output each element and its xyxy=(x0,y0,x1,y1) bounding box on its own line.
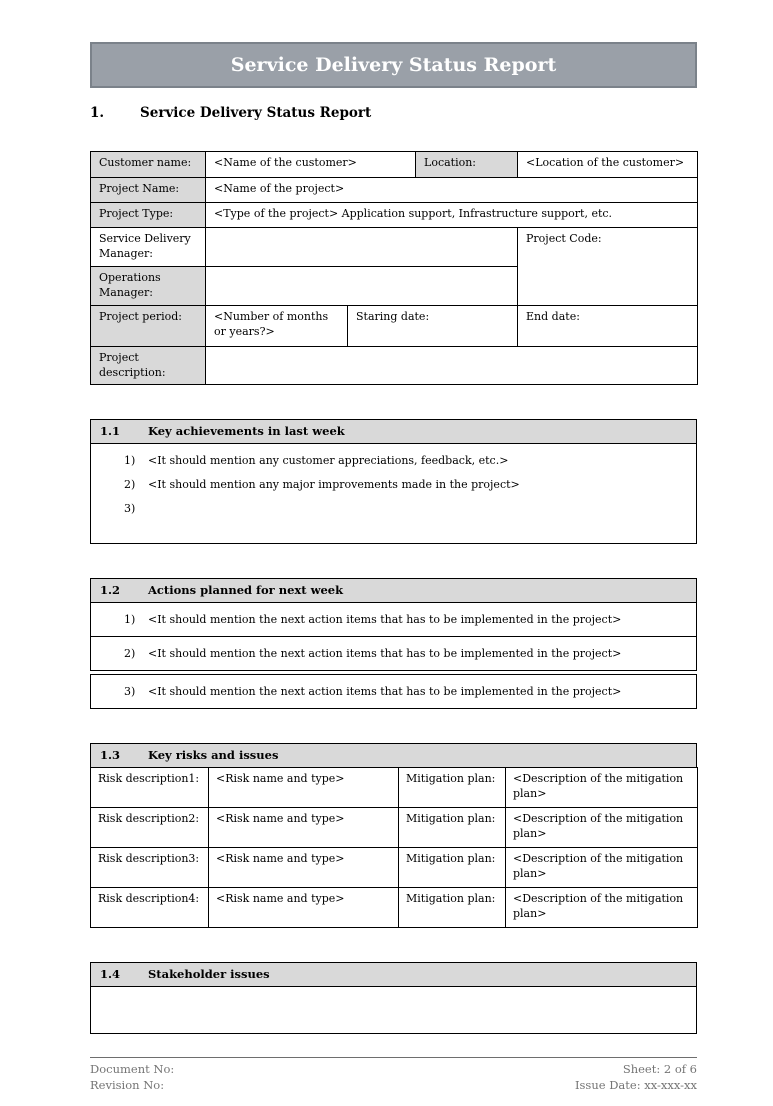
table-row xyxy=(91,848,698,888)
sheet-label: Sheet: 2 of 6 xyxy=(622,1062,697,1076)
heading-title: Service Delivery Status Report xyxy=(140,105,372,121)
action-text[interactable]: <It should mention the next action items that has to be implemented in the project> xyxy=(148,613,622,626)
list-item-text[interactable]: <It should mention any major improvements made in the project> xyxy=(148,478,520,491)
section-1-4-number: 1.4 xyxy=(100,967,121,981)
section-1-2 xyxy=(90,578,697,709)
project-name-value[interactable]: <Name of the project> xyxy=(206,178,698,203)
section-heading-1 xyxy=(90,104,697,122)
project-period-value[interactable]: <Number of months or years?> xyxy=(206,306,348,347)
section-1-1-header xyxy=(90,419,697,444)
project-description-label: Project description: xyxy=(91,347,206,385)
action-row xyxy=(90,674,697,709)
risk-label: Risk description3: xyxy=(91,848,209,888)
mitigation-value[interactable]: <Description of the mitigation plan> xyxy=(506,768,698,808)
list-item-marker: 3) xyxy=(124,685,136,698)
footer-right xyxy=(575,1061,697,1093)
section-1-1 xyxy=(90,419,697,544)
operations-manager-label: Operations Manager: xyxy=(91,267,206,306)
section-1-3-header xyxy=(90,743,697,768)
risk-table xyxy=(90,767,698,928)
issue-date-label: Issue Date: xx-xxx-xx xyxy=(574,1078,697,1092)
mitigation-label: Mitigation plan: xyxy=(399,848,506,888)
list-item-text[interactable]: <It should mention any customer appreciations, feedback, etc.> xyxy=(148,454,509,467)
list-item xyxy=(91,477,696,492)
table-row xyxy=(91,808,698,848)
section-1-3-title: Key risks and issues xyxy=(148,748,279,762)
list-item-marker: 2) xyxy=(124,478,136,491)
risk-label: Risk description1: xyxy=(91,768,209,808)
section-1-1-body[interactable] xyxy=(90,444,697,544)
end-date-cell[interactable]: End date: xyxy=(518,306,698,347)
section-1-2-header xyxy=(90,578,697,603)
project-description-value[interactable] xyxy=(206,347,698,385)
project-info-table xyxy=(90,151,698,385)
project-code-cell[interactable]: Project Code: xyxy=(518,228,698,306)
mitigation-label: Mitigation plan: xyxy=(399,808,506,848)
report-title-banner xyxy=(90,42,697,88)
list-item-marker: 3) xyxy=(124,502,136,515)
mitigation-label: Mitigation plan: xyxy=(399,768,506,808)
list-item-marker: 1) xyxy=(124,613,136,626)
document-no-label: Document No: xyxy=(90,1062,175,1076)
mitigation-value[interactable]: <Description of the mitigation plan> xyxy=(506,888,698,928)
mitigation-label: Mitigation plan: xyxy=(399,888,506,928)
section-1-2-title: Actions planned for next week xyxy=(148,583,344,597)
service-delivery-manager-label: Service Delivery Manager: xyxy=(91,228,206,267)
section-1-2-number: 1.2 xyxy=(100,583,121,597)
risk-label: Risk description4: xyxy=(91,888,209,928)
table-row xyxy=(91,888,698,928)
risk-value[interactable]: <Risk name and type> xyxy=(209,768,399,808)
service-delivery-manager-value[interactable] xyxy=(206,228,518,267)
customer-name-value[interactable]: <Name of the customer> xyxy=(206,152,416,178)
mitigation-value[interactable]: <Description of the mitigation plan> xyxy=(506,848,698,888)
project-type-label: Project Type: xyxy=(91,203,206,228)
action-text[interactable]: <It should mention the next action items that has to be implemented in the project> xyxy=(148,685,622,698)
project-period-label: Project period: xyxy=(91,306,206,347)
location-label: Location: xyxy=(416,152,518,178)
starting-date-cell[interactable]: Staring date: xyxy=(348,306,518,347)
location-value[interactable]: <Location of the customer> xyxy=(518,152,698,178)
risk-value[interactable]: <Risk name and type> xyxy=(209,808,399,848)
section-1-4-title: Stakeholder issues xyxy=(148,967,270,981)
section-1-3-number: 1.3 xyxy=(100,748,121,762)
action-text[interactable]: <It should mention the next action items that has to be implemented in the project> xyxy=(148,647,622,660)
section-1-4-header xyxy=(90,962,697,987)
customer-name-label: Customer name: xyxy=(91,152,206,178)
page-footer xyxy=(90,1057,697,1093)
project-type-value[interactable]: <Type of the project> Application support, Infrastructure support, etc. xyxy=(206,203,698,228)
list-item xyxy=(91,501,696,516)
project-name-label: Project Name: xyxy=(91,178,206,203)
section-1-1-title: Key achievements in last week xyxy=(148,424,345,438)
operations-manager-value[interactable] xyxy=(206,267,518,306)
heading-number: 1. xyxy=(90,105,105,121)
risk-value[interactable]: <Risk name and type> xyxy=(209,848,399,888)
mitigation-value[interactable]: <Description of the mitigation plan> xyxy=(506,808,698,848)
action-row xyxy=(90,602,697,637)
banner-title: Service Delivery Status Report xyxy=(230,54,557,76)
section-1-3 xyxy=(90,743,697,928)
section-1-1-number: 1.1 xyxy=(100,424,121,438)
section-1-4 xyxy=(90,962,697,1034)
risk-value[interactable]: <Risk name and type> xyxy=(209,888,399,928)
section-1-4-body[interactable] xyxy=(90,987,697,1034)
list-item xyxy=(91,453,696,468)
footer-left xyxy=(90,1061,174,1093)
list-item-marker: 2) xyxy=(124,647,136,660)
action-row xyxy=(90,636,697,671)
risk-label: Risk description2: xyxy=(91,808,209,848)
revision-no-label: Revision No: xyxy=(90,1078,165,1092)
list-item-marker: 1) xyxy=(124,454,136,467)
table-row xyxy=(91,768,698,808)
